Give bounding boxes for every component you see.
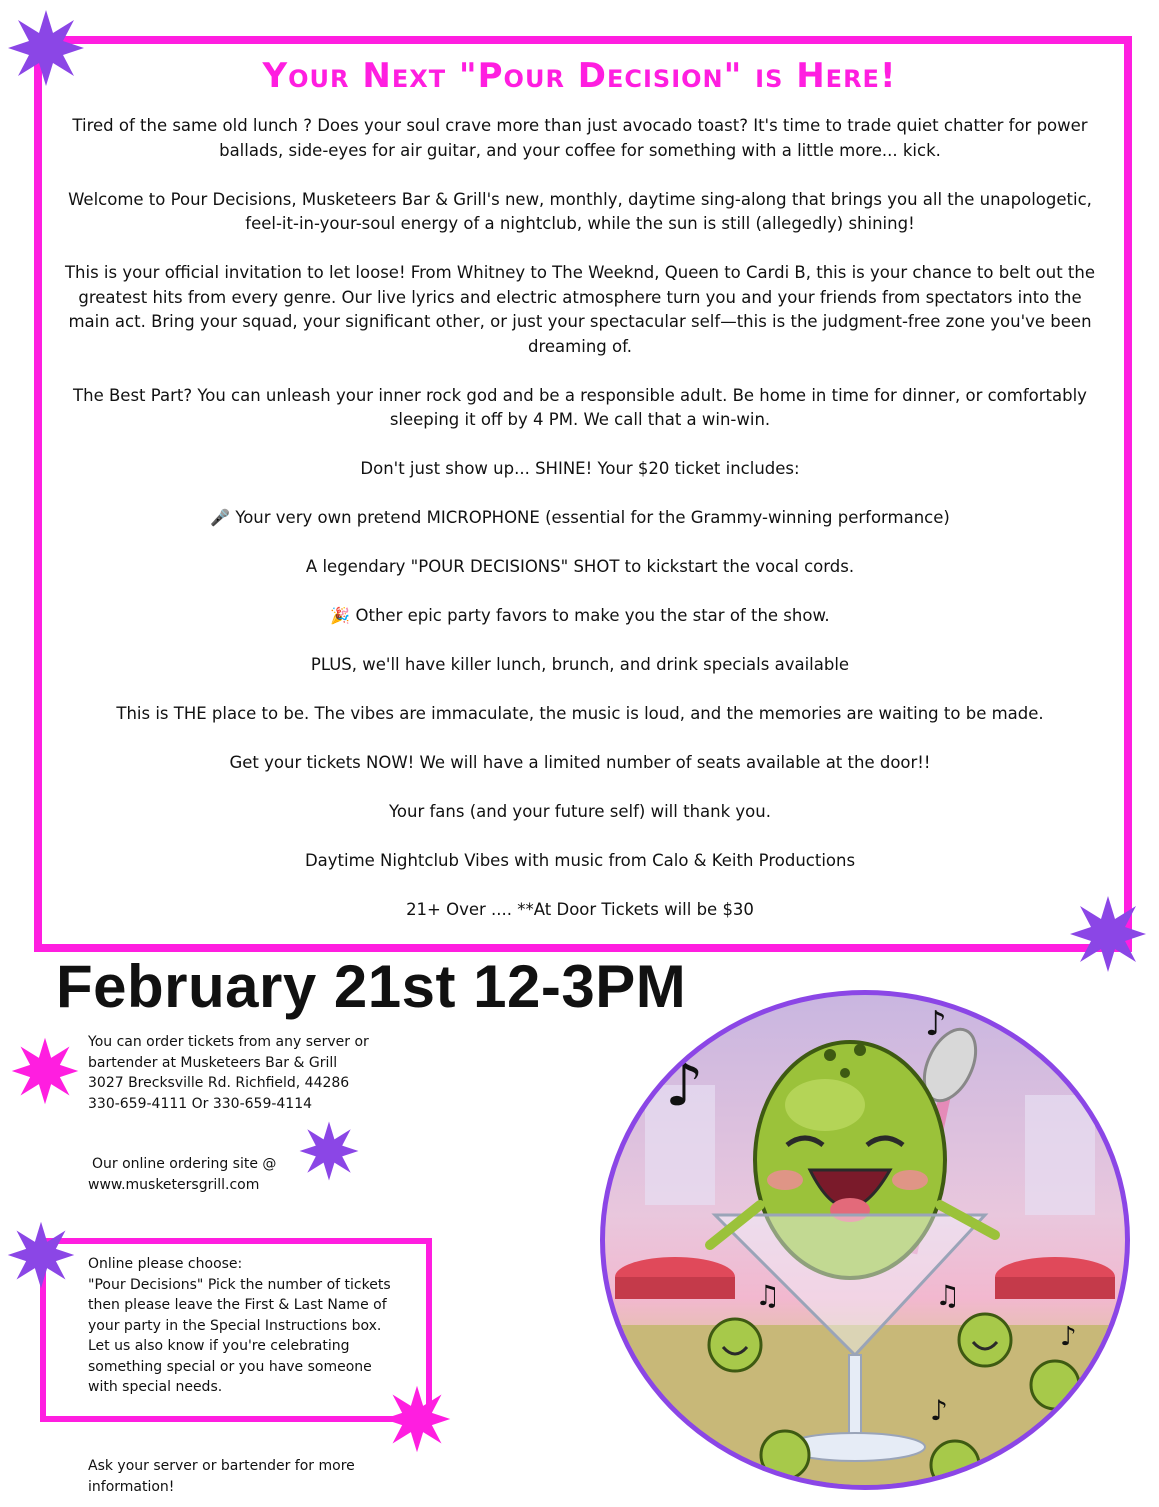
microphone-icon: 🎤 bbox=[210, 508, 231, 527]
order-info-line: bartender at Musketeers Bar & Grill bbox=[88, 1054, 338, 1071]
instruction-line: Let us also know if you're celebrating bbox=[88, 1338, 350, 1354]
ask-server-line: Ask your server or bartender for more bbox=[88, 1458, 355, 1474]
headline: Your Next "Pour Decision" is Here! bbox=[262, 56, 897, 96]
ask-server-line: information! bbox=[88, 1478, 175, 1495]
instruction-line: "Pour Decisions" Pick the number of tickets bbox=[88, 1276, 391, 1293]
event-date: February 21st 12-3PM bbox=[56, 953, 687, 1020]
closing-specials: PLUS, we'll have killer lunch, brunch, and drink specials available bbox=[310, 655, 850, 674]
closing-age: 21+ Over .... **At Door Tickets will be $30 bbox=[406, 900, 754, 919]
include-microphone bbox=[60, 506, 1100, 531]
star-purple-instructions-icon bbox=[6, 1220, 76, 1290]
online-site-label: Our online ordering site @ bbox=[92, 1156, 277, 1172]
party-popper-icon: 🎉 bbox=[330, 606, 351, 625]
star-purple-icon bbox=[294, 1120, 364, 1182]
instruction-line: something special or you have someone bbox=[88, 1358, 372, 1375]
svg-text:♪: ♪ bbox=[925, 1004, 947, 1044]
order-address: 3027 Brecksville Rd. Richfield, 44286 bbox=[88, 1075, 350, 1091]
order-info bbox=[88, 1032, 369, 1114]
closing-music: Daytime Nightclub Vibes with music from Calo & Keith Productions bbox=[304, 851, 856, 870]
svg-text:♪: ♪ bbox=[665, 1050, 704, 1120]
ask-server bbox=[88, 1456, 355, 1497]
paragraph-ticket: Don't just show up... SHINE! Your $20 ticket includes: bbox=[360, 459, 800, 478]
online-site bbox=[88, 1154, 276, 1195]
closing-tickets: Get your tickets NOW! We will have a limited number of seats available at the door!! bbox=[229, 753, 931, 772]
instruction-line: with special needs. bbox=[88, 1379, 223, 1395]
star-pink-icon bbox=[10, 1036, 80, 1106]
instruction-line: your party in the Special Instructions box. bbox=[88, 1317, 382, 1334]
closing-place: This is THE place to be. The vibes are immaculate, the music is loud, and the memories are waiting to be made. bbox=[116, 704, 1044, 723]
star-pink-instructions-icon bbox=[382, 1384, 452, 1454]
paragraph-welcome: Welcome to Pour Decisions, Musketeers Bar & Grill's new, monthly, daytime sing-along that brings you all the unapologetic, feel-it-in-your-soul energy of a nightclub, while the sun is still (allegedly) shining! bbox=[68, 189, 1092, 233]
paragraph-best-part: The Best Part? You can unleash your inner rock god and be a responsible adult. Be home in time for dinner, or comfortably sleeping it off by 4 PM. We call that a win-win. bbox=[73, 385, 1087, 429]
include-microphone-text: Your very own pretend MICROPHONE (essential for the Grammy-winning performance) bbox=[235, 508, 950, 527]
include-favors-text: Other epic party favors to make you the star of the show. bbox=[355, 606, 830, 625]
paragraph-intro: Tired of the same old lunch ? Does your soul crave more than just avocado toast? It's time to trade quiet chatter for power ballads, side-eyes for air guitar, and your coffee for something with a little more... kick. bbox=[72, 116, 1088, 160]
include-shot: A legendary "POUR DECISIONS" SHOT to kickstart the vocal cords. bbox=[305, 557, 855, 576]
online-site-url: www.musketersgrill.com bbox=[88, 1176, 260, 1193]
paragraph-invitation: This is your official invitation to let loose! From Whitney to The Weeknd, Queen to Cardi B, this is your chance to belt out the greatest hits from every genre. Our live lyrics and electric atmosphere turn you and your friends from spectators into the main act. Bring your squad, your significant other, or just your spectacular self—this is the judgment-free zone you've been dreaming of. bbox=[64, 263, 1096, 356]
instruction-line: Online please choose: bbox=[88, 1256, 243, 1272]
svg-text:♫: ♫ bbox=[755, 1279, 781, 1312]
closing-fans: Your fans (and your future self) will thank you. bbox=[389, 802, 771, 821]
order-phone: 330-659-4111 Or 330-659-4114 bbox=[88, 1095, 313, 1112]
instruction-line: then please leave the First & Last Name of bbox=[88, 1297, 387, 1313]
olive-singing-icon bbox=[605, 995, 1125, 1485]
order-info-line: You can order tickets from any server or bbox=[88, 1034, 369, 1050]
body-text bbox=[60, 114, 1100, 923]
olive-martini-illustration bbox=[600, 990, 1130, 1490]
svg-text:♪: ♪ bbox=[1060, 1322, 1077, 1352]
online-instructions bbox=[88, 1254, 391, 1398]
svg-text:♫: ♫ bbox=[935, 1279, 961, 1312]
svg-text:♪: ♪ bbox=[930, 1394, 948, 1427]
include-favors bbox=[60, 604, 1100, 629]
